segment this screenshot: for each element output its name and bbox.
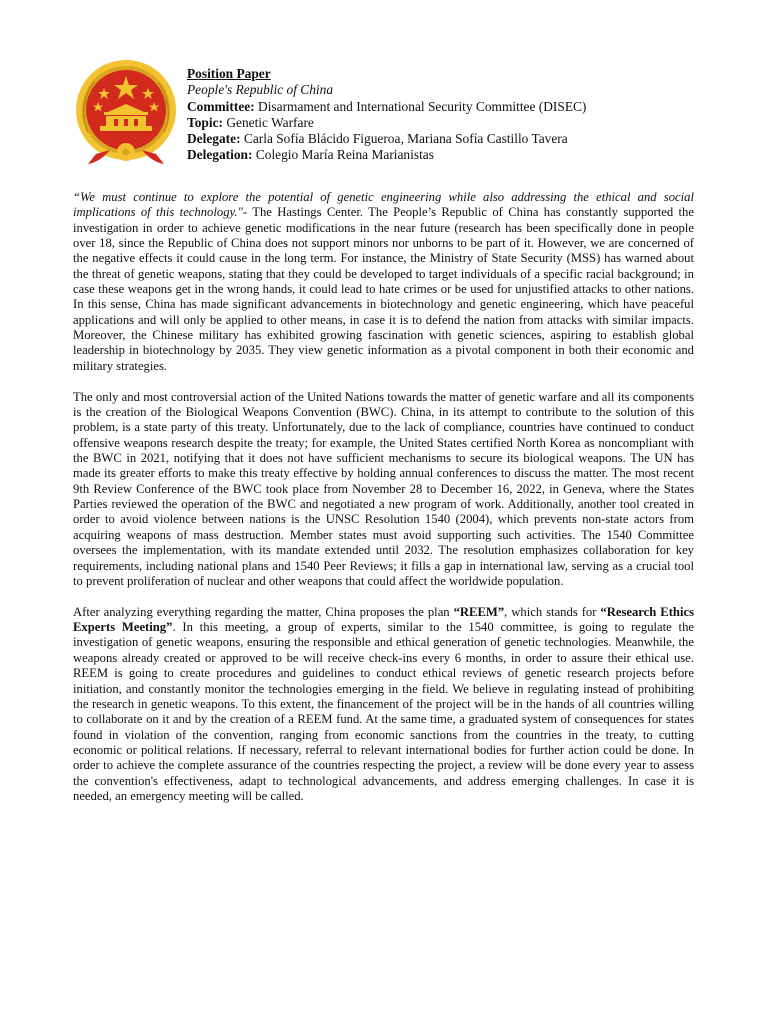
- delegation-label: Delegation:: [187, 147, 253, 163]
- topic-line: [187, 115, 707, 131]
- paper-title: Position Paper: [187, 66, 271, 81]
- paragraph-3-text-b: , which stands for: [504, 604, 601, 619]
- committee-line: [187, 99, 707, 115]
- delegation-value: Colegio María Reina Marianistas: [255, 147, 434, 163]
- emblem-ribbon-right: [142, 150, 164, 164]
- opening-quote: “We must continue to explore the potential of genetic engineering while also addressing the ethical and social implications of this technology.": [73, 190, 694, 220]
- topic-value: Genetic Warfare: [226, 114, 314, 130]
- paragraph-2: The only and most controversial action of the United Nations towards the matter of genetic warfare and all its components is the creation of the Biological Weapons Convention (BWC). China, in its attempt to contribute to the solution of this problem, is a state party of this treaty. Unfortunately, due to the lack of compliance, countries have continued to conduct offensive weapons research despite the treaty; for example, the United States certified North Korea as noncompliant with the BWC in 2021, notifying that it does not have sufficient mechanisms to secure its biological weapons. The UN has made its greater efforts to make this treaty effective by holding annual conferences to discuss the matter. The most recent 9th Review Conference of the BWC took place from November 28 to December 16, 2022, in Geneva, where the States Parties reviewed the operation of the BWC and negotiated a new program of work. Additionally, another tool created in order to avoid violence between nations is the UNSC Resolution 1540 (2004), which prevents non-state actors from acquiring weapons of mass destruction. Member states must avoid supporting such activities. The 1540 Committee oversees the implementation, with its mandate extended until 2032. The resolution emphasizes collaboration for key requirements, including national plans and 1540 Peer Reviews; it fills a gap in international law, serving as a crucial tool to prevent proliferation of nuclear and other weapons that could affect the worldwide population.: [73, 389, 694, 588]
- body-text: [73, 190, 694, 820]
- reem-fullname: “Research Ethics Experts Meeting”: [73, 604, 694, 635]
- paragraph-1-text: - The Hastings Center. The People’s Republic of China has constantly supported the investigation in order to achieve genetic modifications in the near future (research has been specifically done in people over 18, since the Republic of China does not support minors nor unborns to be part of it. However, we are concerned of the negative effects it could cause in the long term. For instance, the Ministry of State Security (MSS) has warned about the threat of genetic weapons, stating that they could be developed to target individuals of a specific racial background; in case these weapons get in the wrong hands, it could lead to hate crimes or be used for unjustified attacks to other nations. In this sense, China has made significant advancements in biotechnology and genetic engineering, which have peaceful applications and will only be applied to other means, in case it is to defend the nation from attacks with similar impacts. Moreover, the Chinese military has exhibited growing fascination with genetic sciences, aspiring to establish global leadership in biotechnology by 2035. They view genetic information as a pivotal component in both their economic and military strategies.: [73, 205, 694, 373]
- header-block: [187, 66, 707, 164]
- paragraph-3-text-a: After analyzing everything regarding the matter, China proposes the plan: [73, 604, 454, 619]
- delegate-label: Delegate:: [187, 131, 241, 147]
- reem-acronym: “REEM”: [453, 604, 505, 619]
- delegate-value: Carla Sofía Blácido Figueroa, Mariana Sofía Castillo Tavera: [243, 131, 568, 147]
- country-name: People's Republic of China: [187, 82, 334, 98]
- committee-value: Disarmament and International Security Committee (DISEC): [258, 98, 587, 114]
- topic-label: Topic:: [187, 114, 223, 130]
- paragraph-1: [73, 190, 694, 374]
- national-emblem-icon: [74, 58, 178, 170]
- committee-label: Committee:: [187, 98, 255, 114]
- delegate-line: [187, 131, 707, 147]
- emblem-ribbon-left: [88, 150, 110, 164]
- delegation-line: [187, 147, 707, 163]
- paragraph-3-text-c: . In this meeting, a group of experts, similar to the 1540 committee, is going to regulate the investigation of genetic weapons, ensuring the responsible and ethical generation of genetic technologies. Meanwhile, the weapons already created or approved to be will receive check-ins every 6 months, in order to assure their ethical use. REEM is going to create procedures and guidelines to conduct ethical reviews of genetic research projects before initiation, and constantly monitor the technologies emerging in the field. We believe in regulating instead of prohibiting the research in genetic weapons. To this extent, the financement of the project will be in the hands of all countries willing to collaborate on it and by the creation of a REEM fund. At the same time, a graduated system of consequences for states found in violation of the convention, ranging from economic sanctions from the countries in the treaty, to cutting economic or political relations. If necessary, referral to relevant international bodies for further action could be done. In order to achieve the complete assurance of the countries respecting the project, a review will be done every year to assess the convention's effectiveness, adapt to technological advancements, and address emerging challenges. In case it is needed, an emergency meeting will be called.: [73, 620, 694, 803]
- paragraph-3: [73, 605, 694, 804]
